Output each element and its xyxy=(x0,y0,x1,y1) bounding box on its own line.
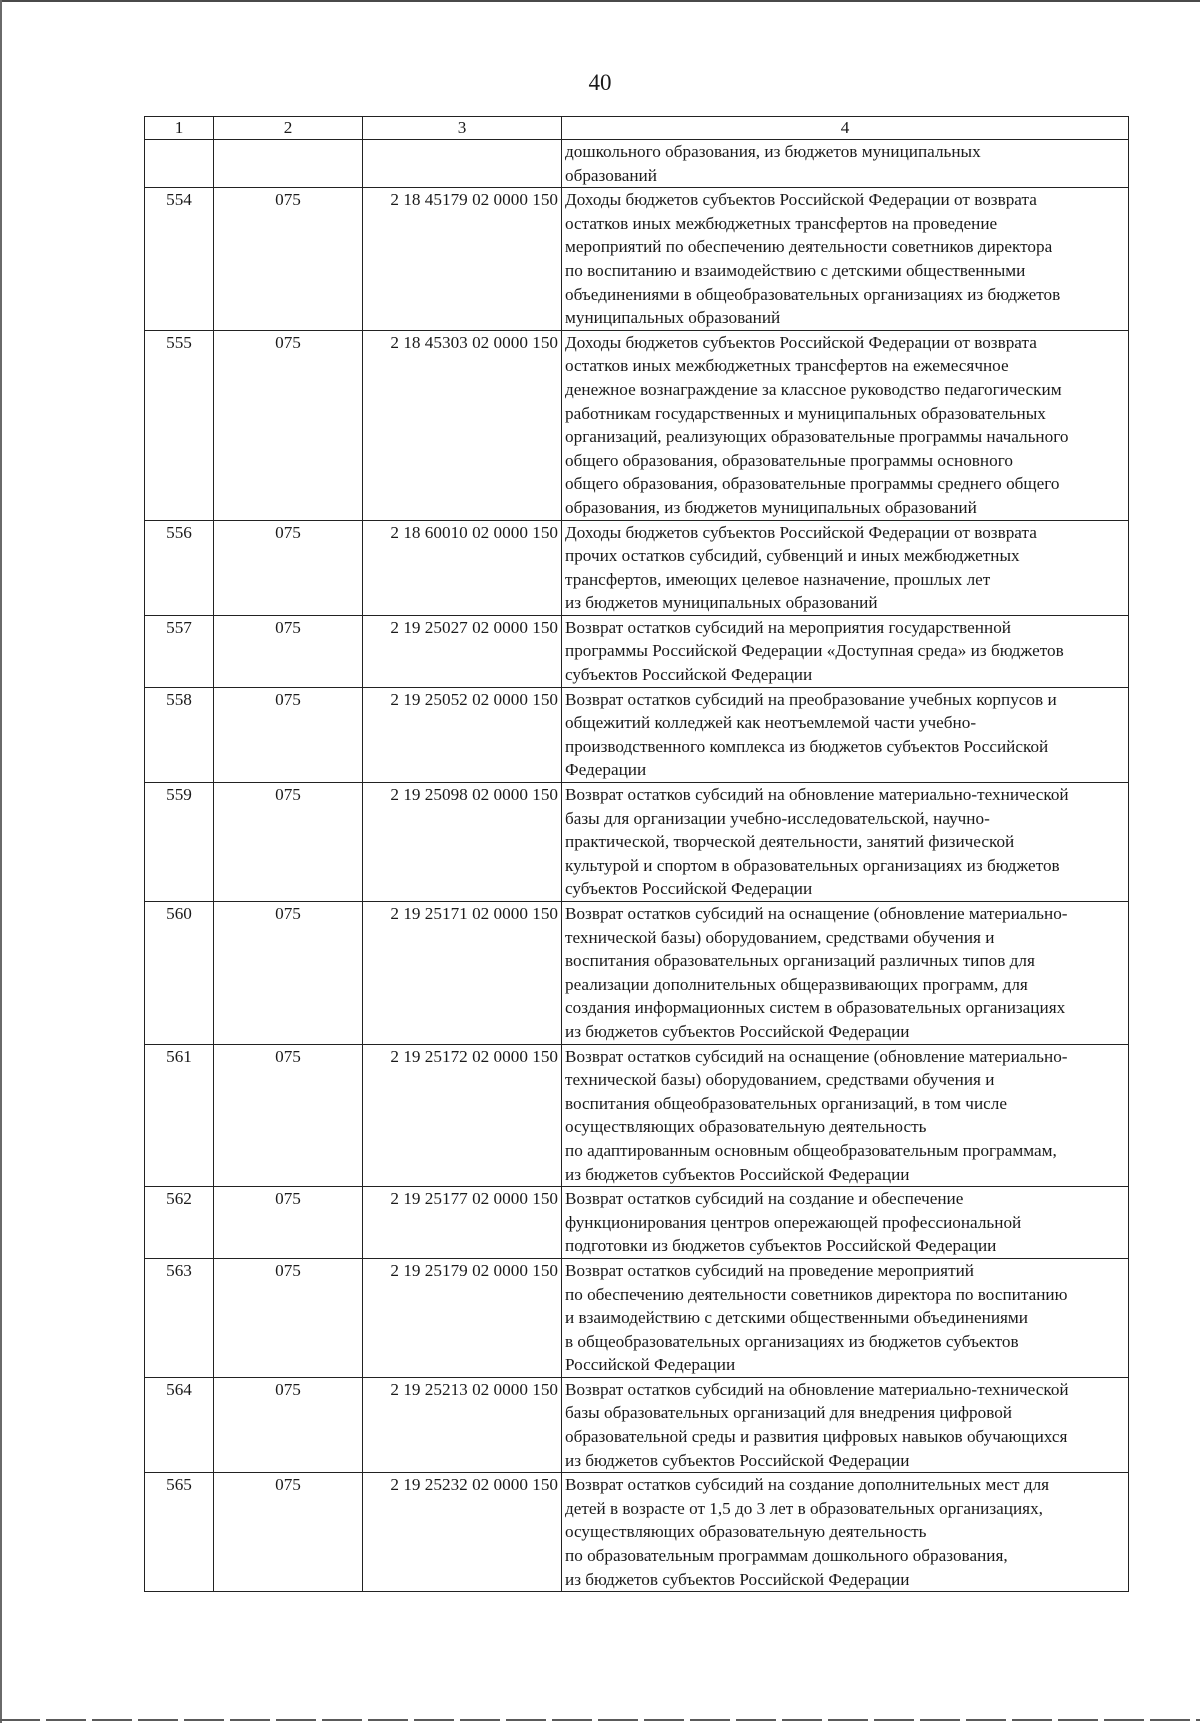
admin-code-cell: 075 xyxy=(214,1473,363,1592)
admin-code-cell: 075 xyxy=(214,1377,363,1472)
table-row xyxy=(145,520,1129,615)
admin-code-cell: 075 xyxy=(214,1044,363,1187)
admin-code-cell: 075 xyxy=(214,783,363,902)
description-cell: Возврат остатков субсидий на создание дополнительных мест для детей в возрасте от 1,5 до 3 лет в образовательных организациях, осуществляющих образовательную деятельность по образовательным программам дошкольного образования, из бюджетов субъектов Российской Федерации xyxy=(562,1473,1129,1592)
budget-code-cell: 2 18 60010 02 0000 150 xyxy=(363,520,562,615)
page-number: 40 xyxy=(588,70,612,95)
row-number-cell: 562 xyxy=(145,1187,214,1259)
row-number-cell: 556 xyxy=(145,520,214,615)
budget-code-cell: 2 19 25171 02 0000 150 xyxy=(363,902,562,1045)
table-row-continuation xyxy=(145,140,1129,188)
table-row xyxy=(145,1258,1129,1377)
budget-code-cell: 2 19 25027 02 0000 150 xyxy=(363,615,562,687)
table-row xyxy=(145,687,1129,782)
table-row xyxy=(145,1377,1129,1472)
admin-code-cell: 075 xyxy=(214,330,363,520)
row-number-cell: 554 xyxy=(145,188,214,331)
description-cell: Доходы бюджетов субъектов Российской Федерации от возврата остатков иных межбюджетных трансфертов на проведение мероприятий по обеспечению деятельности советников директора по воспитанию и взаимодействию с детскими общественными объединениями в общеобразовательных организациях из бюджетов муниципальных образований xyxy=(562,188,1129,331)
table-row xyxy=(145,902,1129,1045)
table-row xyxy=(145,1044,1129,1187)
table-row xyxy=(145,1187,1129,1259)
budget-code-cell: 2 19 25213 02 0000 150 xyxy=(363,1377,562,1472)
description-cell: Возврат остатков субсидий на мероприятия государственной программы Российской Федерации «Доступная среда» из бюджетов субъектов Российской Федерации xyxy=(562,615,1129,687)
description-cell: Возврат остатков субсидий на обновление материально-технической базы для организации учебно-исследовательской, научно- практической, творческой деятельности, занятий физической культурой и спортом в образовательных организациях из бюджетов субъектов Российской Федерации xyxy=(562,783,1129,902)
table-row xyxy=(145,615,1129,687)
admin-code-cell xyxy=(214,140,363,188)
table-row xyxy=(145,330,1129,520)
header-cell-1: 1 xyxy=(145,117,214,140)
admin-code-cell: 075 xyxy=(214,1187,363,1259)
row-number-cell xyxy=(145,140,214,188)
admin-code-cell: 075 xyxy=(214,188,363,331)
budget-code-cell xyxy=(363,140,562,188)
scan-edge-bottom xyxy=(0,1719,1200,1721)
description-cell: Возврат остатков субсидий на проведение мероприятий по обеспечению деятельности советников директора по воспитанию и взаимодействию с детскими общественными объединениями в общеобразовательных организациях из бюджетов субъектов Российской Федерации xyxy=(562,1258,1129,1377)
budget-code-cell: 2 19 25177 02 0000 150 xyxy=(363,1187,562,1259)
row-number-cell: 564 xyxy=(145,1377,214,1472)
admin-code-cell: 075 xyxy=(214,520,363,615)
header-cell-2: 2 xyxy=(214,117,363,140)
description-cell: дошкольного образования, из бюджетов муниципальных образований xyxy=(562,140,1129,188)
table-body xyxy=(145,140,1129,1592)
header-cell-4: 4 xyxy=(562,117,1129,140)
table-row xyxy=(145,783,1129,902)
admin-code-cell: 075 xyxy=(214,1258,363,1377)
row-number-cell: 557 xyxy=(145,615,214,687)
row-number-cell: 555 xyxy=(145,330,214,520)
description-cell: Возврат остатков субсидий на оснащение (обновление материально- технической базы) оборудованием, средствами обучения и воспитания общеобразовательных организаций, в том числе осуществляющих образовательную деятельность по адаптированным основным общеобразовательным программам, из бюджетов субъектов Российской Федерации xyxy=(562,1044,1129,1187)
description-cell: Возврат остатков субсидий на обновление материально-технической базы образовательных организаций для внедрения цифровой образовательной среды и развития цифровых навыков обучающихся из бюджетов субъектов Российской Федерации xyxy=(562,1377,1129,1472)
row-number-cell: 561 xyxy=(145,1044,214,1187)
scan-edge-top xyxy=(0,0,1200,2)
budget-code-cell: 2 19 25179 02 0000 150 xyxy=(363,1258,562,1377)
scan-edge-left xyxy=(0,0,2,1723)
row-number-cell: 563 xyxy=(145,1258,214,1377)
table-row xyxy=(145,188,1129,331)
description-cell: Возврат остатков субсидий на создание и обеспечение функционирования центров опережающей профессиональной подготовки из бюджетов субъектов Российской Федерации xyxy=(562,1187,1129,1259)
header-cell-3: 3 xyxy=(363,117,562,140)
row-number-cell: 559 xyxy=(145,783,214,902)
description-cell: Доходы бюджетов субъектов Российской Федерации от возврата прочих остатков субсидий, субвенций и иных межбюджетных трансфертов, имеющих целевое назначение, прошлых лет из бюджетов муниципальных образований xyxy=(562,520,1129,615)
description-cell: Возврат остатков субсидий на преобразование учебных корпусов и общежитий колледжей как неотъемлемой части учебно- производственного комплекса из бюджетов субъектов Российской Федерации xyxy=(562,687,1129,782)
budget-codes-table xyxy=(144,116,1129,1592)
row-number-cell: 560 xyxy=(145,902,214,1045)
description-cell: Доходы бюджетов субъектов Российской Федерации от возврата остатков иных межбюджетных трансфертов на ежемесячное денежное вознаграждение за классное руководство педагогическим работникам государственных и муниципальных образовательных организаций, реализующих образовательные программы начального общего образования, образовательные программы основного общего образования, образовательные программы среднего общего образования, из бюджетов муниципальных образований xyxy=(562,330,1129,520)
header-row xyxy=(145,117,1129,140)
admin-code-cell: 075 xyxy=(214,615,363,687)
admin-code-cell: 075 xyxy=(214,902,363,1045)
budget-code-cell: 2 19 25098 02 0000 150 xyxy=(363,783,562,902)
row-number-cell: 565 xyxy=(145,1473,214,1592)
description-cell: Возврат остатков субсидий на оснащение (обновление материально- технической базы) оборудованием, средствами обучения и воспитания образовательных организаций различных типов для реализации дополнительных общеразвивающих программ, для создания информационных систем в образовательных организациях из бюджетов субъектов Российской Федерации xyxy=(562,902,1129,1045)
budget-code-cell: 2 18 45303 02 0000 150 xyxy=(363,330,562,520)
admin-code-cell: 075 xyxy=(214,687,363,782)
budget-code-cell: 2 19 25052 02 0000 150 xyxy=(363,687,562,782)
budget-code-cell: 2 19 25232 02 0000 150 xyxy=(363,1473,562,1592)
row-number-cell: 558 xyxy=(145,687,214,782)
budget-code-cell: 2 19 25172 02 0000 150 xyxy=(363,1044,562,1187)
table-row xyxy=(145,1473,1129,1592)
budget-code-cell: 2 18 45179 02 0000 150 xyxy=(363,188,562,331)
